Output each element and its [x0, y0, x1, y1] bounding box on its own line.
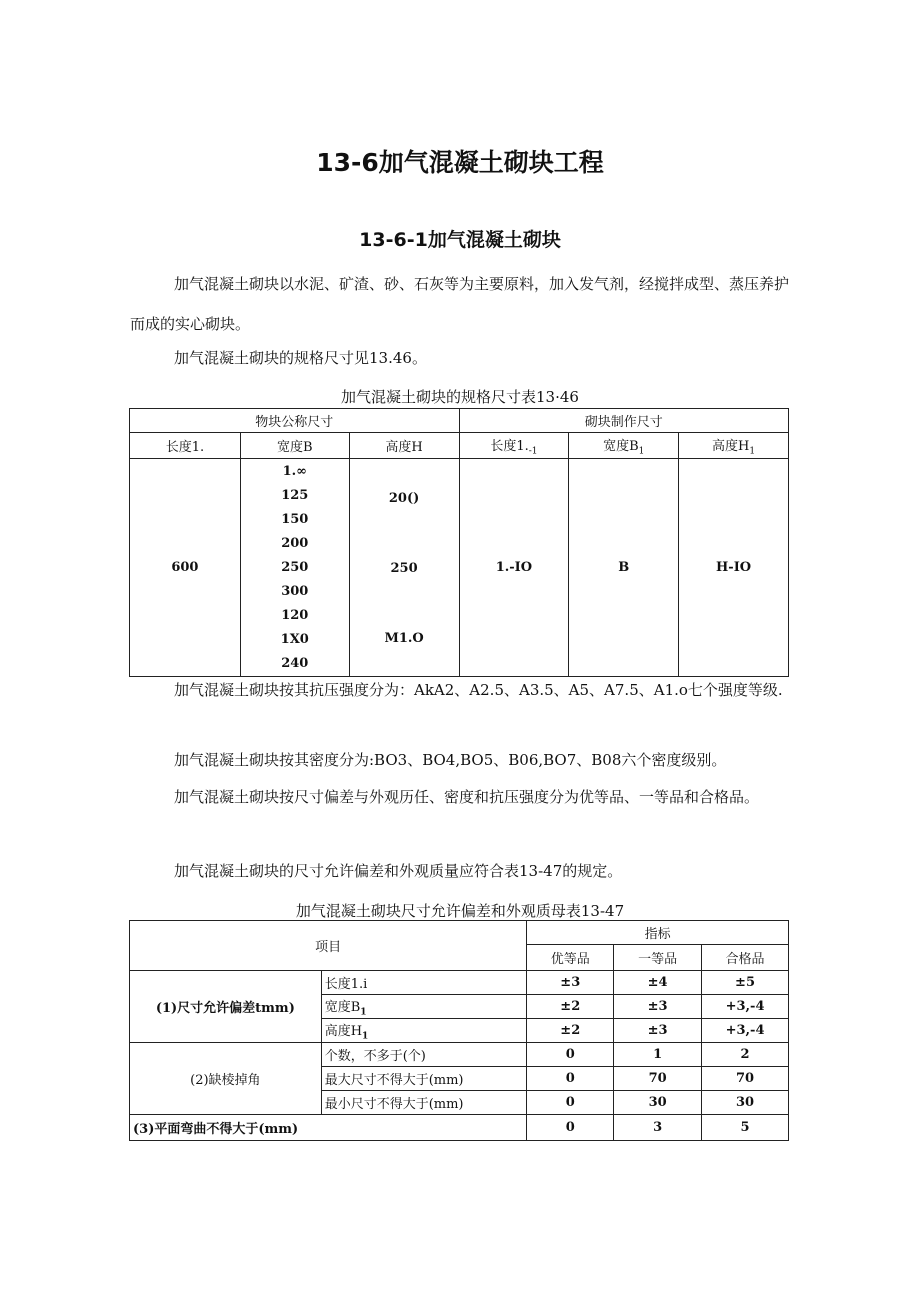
width-value: 120 [281, 607, 309, 623]
group-plane-bending: (3)平面弯曲不得大于(mm) [130, 1115, 527, 1141]
row-label: 个数，不多于(个) [321, 1043, 527, 1067]
spec-size-table [129, 408, 789, 677]
table-cell: 30 [614, 1091, 702, 1115]
width-value: 300 [281, 583, 309, 599]
table-cell: 0 [527, 1067, 614, 1091]
table-cell: ±2 [527, 995, 614, 1019]
row-label: 长度1.i [321, 971, 527, 995]
table-cell: 70 [702, 1067, 789, 1091]
table-cell: 0 [527, 1043, 614, 1067]
table1-header: 高度H [349, 433, 459, 459]
width-value: 250 [281, 559, 309, 575]
table-cell: 0 [527, 1115, 614, 1141]
row-label: 最大尺寸不得大于(mm) [321, 1067, 527, 1091]
table1-header: 宽度$B_1$ [569, 433, 679, 459]
row-label: 高度$H_1$ [321, 1019, 527, 1043]
height-value: 250 [390, 561, 418, 576]
table1-made-length: 1.-IO [459, 459, 569, 677]
table2-caption: 加气混凝土砌块尺寸允许偏差和外观质母表13-47 [295, 902, 625, 920]
table2-item-header: 项目 [130, 921, 527, 971]
width-value: 150 [281, 511, 309, 527]
table1-header: 高度$H_1$ [679, 433, 789, 459]
grade-header: 优等品 [527, 945, 614, 971]
table-cell: +3,-4 [702, 995, 789, 1019]
width-value: 240 [281, 655, 309, 671]
table1-caption: 加气混凝土砌块的规格尺寸表13·46 [341, 388, 579, 406]
table1-widths [240, 459, 349, 677]
table1-header: 宽度B [240, 433, 349, 459]
table-cell: 3 [614, 1115, 702, 1141]
table-cell: ±4 [614, 971, 702, 995]
table1-group-made: 砌块制作尺寸 [459, 409, 789, 433]
table-cell: 70 [614, 1067, 702, 1091]
width-value: 200 [281, 535, 309, 551]
group-corner-damage: (2)缺棱掉角 [130, 1043, 322, 1115]
table2-index-header: 指标 [527, 921, 789, 945]
table1-group-nominal: 物块公称尺寸 [130, 409, 460, 433]
width-value: 125 [281, 487, 309, 503]
table-cell: 2 [702, 1043, 789, 1067]
paragraph-spec-ref: 加气混凝土砌块的规格尺寸见13.46。 [174, 349, 427, 367]
paragraph-strength: 加气混凝土砌块按其抗压强度分为：AkA2、A2.5、A3.5、A5、A7.5、A1.o七个强度等级. [174, 681, 783, 699]
width-value: 1.∞ [282, 463, 307, 479]
paragraph-tolerance-ref: 加气混凝土砌块的尺寸允许偏差和外观质量应符合表13-47的规定。 [174, 862, 623, 880]
table1-heights [349, 459, 459, 677]
table-cell: ±2 [527, 1019, 614, 1043]
table-cell: 1 [614, 1043, 702, 1067]
tolerance-table [129, 920, 789, 1141]
table-cell: ±3 [614, 1019, 702, 1043]
row-label: 宽度$B_1$ [321, 995, 527, 1019]
group-size-tolerance: (1)尺寸允许偏差tmm) [130, 971, 322, 1043]
height-value: M1.O [384, 631, 424, 646]
table-cell: ±3 [614, 995, 702, 1019]
row-label: 最小尺寸不得大于(mm) [321, 1091, 527, 1115]
section-title: 13-6-1加气混凝土砌块 [359, 229, 561, 251]
width-value: 1X0 [280, 631, 309, 647]
table1-length: 600 [130, 459, 241, 677]
table1-made-width: B [569, 459, 679, 677]
table-cell: ±5 [702, 971, 789, 995]
table-cell: 30 [702, 1091, 789, 1115]
height-value: 20() [388, 491, 420, 506]
grade-header: 一等品 [614, 945, 702, 971]
paragraph-density: 加气混凝土砌块按其密度分为:BO3、BO4,BO5、B06,BO7、B08六个密度级别。 [174, 751, 727, 769]
table1-header: 长度$1._{-1}$ [459, 433, 569, 459]
paragraph-grades: 加气混凝土砌块按尺寸偏差与外观历任、密度和抗压强度分为优等品、一等品和合格品。 [174, 788, 760, 806]
table1-header: 长度1. [130, 433, 241, 459]
table-cell: ±3 [527, 971, 614, 995]
table-cell: 5 [702, 1115, 789, 1141]
table-cell: +3,-4 [702, 1019, 789, 1043]
grade-header: 合格品 [702, 945, 789, 971]
page-title: 13-6加气混凝土砌块工程 [316, 148, 604, 177]
paragraph-intro: 加气混凝土砌块以水泥、矿渣、砂、石灰等为主要原料，加入发气剂，经搅拌成型、蒸压养护而成的实心砌块。 [130, 275, 790, 333]
table1-made-height: H-IO [679, 459, 789, 677]
table-cell: 0 [527, 1091, 614, 1115]
